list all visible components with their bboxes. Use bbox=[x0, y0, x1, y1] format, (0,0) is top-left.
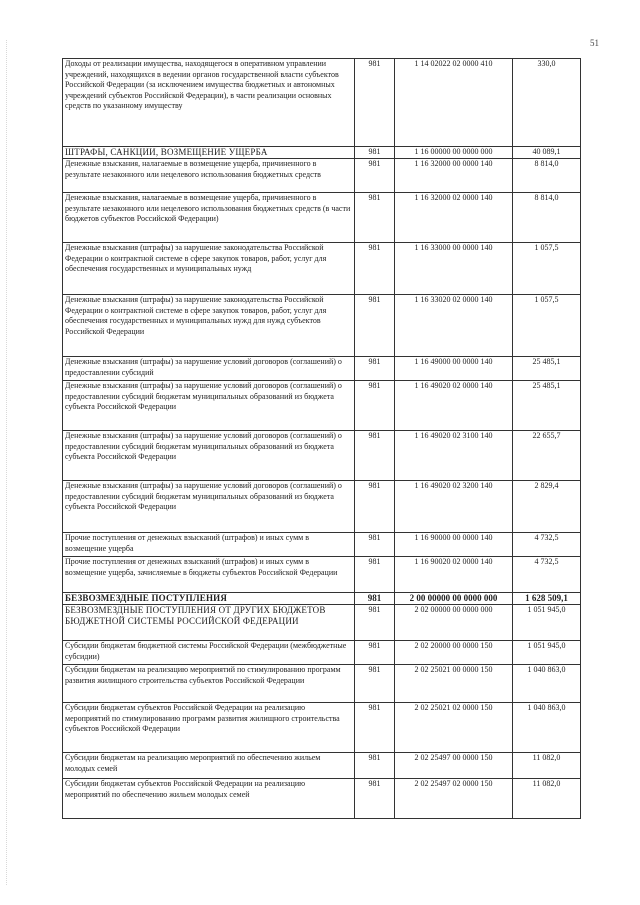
row-admin-code: 981 bbox=[355, 295, 395, 357]
table-row bbox=[63, 159, 581, 193]
row-budget-code: 2 02 20000 00 0000 150 bbox=[395, 641, 513, 665]
row-name: Субсидии бюджетам субъектов Российской Федерации на реализацию мероприятий по обеспечению жильем молодых семей bbox=[63, 779, 355, 819]
row-admin-code: 981 bbox=[355, 159, 395, 193]
row-budget-code: 1 16 90000 00 0000 140 bbox=[395, 533, 513, 557]
row-budget-code: 1 16 32000 02 0000 140 bbox=[395, 193, 513, 243]
row-name: Денежные взыскания (штрафы) за нарушение условий договоров (соглашений) о предоставлении субсидий бюджетам муниципальных образований из бюджета субъекта Российской Федерации bbox=[63, 431, 355, 481]
row-budget-code: 1 16 90020 02 0000 140 bbox=[395, 557, 513, 593]
row-name: Денежные взыскания, налагаемые в возмещение ущерба, причиненного в результате незаконного или нецелевого использования бюджетных средств (в части бюджетов субъектов Российской Федерации) bbox=[63, 193, 355, 243]
table-row bbox=[63, 243, 581, 295]
table-row bbox=[63, 593, 581, 605]
row-admin-code: 981 bbox=[355, 357, 395, 381]
row-budget-code: 1 16 32000 00 0000 140 bbox=[395, 159, 513, 193]
row-budget-code: 2 02 25497 02 0000 150 bbox=[395, 779, 513, 819]
table-row bbox=[63, 381, 581, 431]
table-row bbox=[63, 431, 581, 481]
row-admin-code: 981 bbox=[355, 593, 395, 605]
row-name: Денежные взыскания (штрафы) за нарушение законодательства Российской Федерации о контрактной системе в сфере закупок товаров, работ, услуг для обеспечения государственных и муниципальных нужд для нужд субъектов Российской Федерации bbox=[63, 295, 355, 357]
row-name: Прочие поступления от денежных взысканий (штрафов) и иных сумм в возмещение ущерба bbox=[63, 533, 355, 557]
row-budget-code: 2 02 25021 02 0000 150 bbox=[395, 703, 513, 753]
row-amount: 1 051 945,0 bbox=[513, 641, 581, 665]
row-amount: 4 732,5 bbox=[513, 557, 581, 593]
row-admin-code: 981 bbox=[355, 753, 395, 779]
row-budget-code: 2 02 25497 00 0000 150 bbox=[395, 753, 513, 779]
row-budget-code: 2 02 00000 00 0000 000 bbox=[395, 605, 513, 641]
row-name: БЕЗВОЗМЕЗДНЫЕ ПОСТУПЛЕНИЯ ОТ ДРУГИХ БЮДЖЕТОВ БЮДЖЕТНОЙ СИСТЕМЫ РОССИЙСКОЙ ФЕДЕРАЦИИ bbox=[63, 605, 355, 641]
row-budget-code: 1 16 33000 00 0000 140 bbox=[395, 243, 513, 295]
row-amount: 1 628 509,1 bbox=[513, 593, 581, 605]
table-row bbox=[63, 357, 581, 381]
row-budget-code: 2 02 25021 00 0000 150 bbox=[395, 665, 513, 703]
row-name: БЕЗВОЗМЕЗДНЫЕ ПОСТУПЛЕНИЯ bbox=[63, 593, 355, 605]
table-row bbox=[63, 753, 581, 779]
row-budget-code: 1 16 49020 02 3200 140 bbox=[395, 481, 513, 533]
row-admin-code: 981 bbox=[355, 641, 395, 665]
row-amount: 11 082,0 bbox=[513, 753, 581, 779]
row-amount: 40 089,1 bbox=[513, 147, 581, 159]
table-row bbox=[63, 147, 581, 159]
row-admin-code: 981 bbox=[355, 605, 395, 641]
row-budget-code: 1 16 33020 02 0000 140 bbox=[395, 295, 513, 357]
table-row bbox=[63, 533, 581, 557]
row-amount: 330,0 bbox=[513, 59, 581, 147]
row-amount: 22 655,7 bbox=[513, 431, 581, 481]
row-name: ШТРАФЫ, САНКЦИИ, ВОЗМЕЩЕНИЕ УЩЕРБА bbox=[63, 147, 355, 159]
table-row bbox=[63, 59, 581, 147]
row-name: Доходы от реализации имущества, находящегося в оперативном управлении учреждений, находящихся в ведении органов государственной власти субъектов Российской Федерации (за исключением имущества бюджетных и автономных учреждений субъектов Российской Федерации), в части реализации основных средств по указанному имуществу bbox=[63, 59, 355, 147]
row-amount: 25 485,1 bbox=[513, 381, 581, 431]
row-name: Субсидии бюджетам субъектов Российской Федерации на реализацию мероприятий по стимулированию программ развития жилищного строительства субъектов Российской Федерации bbox=[63, 703, 355, 753]
row-amount: 8 814,0 bbox=[513, 193, 581, 243]
revenue-table bbox=[62, 58, 581, 819]
row-budget-code: 1 14 02022 02 0000 410 bbox=[395, 59, 513, 147]
row-budget-code: 2 00 00000 00 0000 000 bbox=[395, 593, 513, 605]
page-number: 51 bbox=[590, 38, 599, 48]
table-row bbox=[63, 295, 581, 357]
row-budget-code: 1 16 49020 02 0000 140 bbox=[395, 381, 513, 431]
row-budget-code: 1 16 49000 00 0000 140 bbox=[395, 357, 513, 381]
row-amount: 1 051 945,0 bbox=[513, 605, 581, 641]
row-admin-code: 981 bbox=[355, 381, 395, 431]
table-row bbox=[63, 557, 581, 593]
row-amount: 8 814,0 bbox=[513, 159, 581, 193]
row-name: Субсидии бюджетам на реализацию мероприятий по стимулированию программ развития жилищного строительства субъектов Российской Федерации bbox=[63, 665, 355, 703]
row-name: Денежные взыскания (штрафы) за нарушение условий договоров (соглашений) о предоставлении субсидий bbox=[63, 357, 355, 381]
row-amount: 11 082,0 bbox=[513, 779, 581, 819]
row-budget-code: 1 16 49020 02 3100 140 bbox=[395, 431, 513, 481]
scan-edge bbox=[6, 40, 7, 885]
row-amount: 1 040 863,0 bbox=[513, 665, 581, 703]
row-name: Денежные взыскания, налагаемые в возмещение ущерба, причиненного в результате незаконного или нецелевого использования бюджетных средств bbox=[63, 159, 355, 193]
table-row bbox=[63, 665, 581, 703]
row-name: Денежные взыскания (штрафы) за нарушение условий договоров (соглашений) о предоставлении субсидий бюджетам муниципальных образований из бюджета субъекта Российской Федерации bbox=[63, 481, 355, 533]
row-admin-code: 981 bbox=[355, 533, 395, 557]
row-admin-code: 981 bbox=[355, 147, 395, 159]
row-admin-code: 981 bbox=[355, 193, 395, 243]
row-amount: 25 485,1 bbox=[513, 357, 581, 381]
row-name: Денежные взыскания (штрафы) за нарушение законодательства Российской Федерации о контрактной системе в сфере закупок товаров, работ, услуг для обеспечения государственных и муниципальных нужд bbox=[63, 243, 355, 295]
row-admin-code: 981 bbox=[355, 665, 395, 703]
row-amount: 1 057,5 bbox=[513, 243, 581, 295]
row-amount: 1 057,5 bbox=[513, 295, 581, 357]
row-admin-code: 981 bbox=[355, 779, 395, 819]
row-admin-code: 981 bbox=[355, 431, 395, 481]
row-amount: 2 829,4 bbox=[513, 481, 581, 533]
row-amount: 4 732,5 bbox=[513, 533, 581, 557]
row-budget-code: 1 16 00000 00 0000 000 bbox=[395, 147, 513, 159]
table-row bbox=[63, 703, 581, 753]
row-name: Субсидии бюджетам бюджетной системы Российской Федерации (межбюджетные субсидии) bbox=[63, 641, 355, 665]
table-row bbox=[63, 779, 581, 819]
row-admin-code: 981 bbox=[355, 557, 395, 593]
row-amount: 1 040 863,0 bbox=[513, 703, 581, 753]
row-name: Прочие поступления от денежных взысканий (штрафов) и иных сумм в возмещение ущерба, зачисляемые в бюджеты субъектов Российской Федерации bbox=[63, 557, 355, 593]
table-row bbox=[63, 605, 581, 641]
row-name: Денежные взыскания (штрафы) за нарушение условий договоров (соглашений) о предоставлении субсидий бюджетам муниципальных образований из бюджета субъекта Российской Федерации bbox=[63, 381, 355, 431]
row-admin-code: 981 bbox=[355, 481, 395, 533]
row-admin-code: 981 bbox=[355, 59, 395, 147]
table-row bbox=[63, 193, 581, 243]
row-name: Субсидии бюджетам на реализацию мероприятий по обеспечению жильем молодых семей bbox=[63, 753, 355, 779]
row-admin-code: 981 bbox=[355, 703, 395, 753]
row-admin-code: 981 bbox=[355, 243, 395, 295]
table-row bbox=[63, 641, 581, 665]
table-row bbox=[63, 481, 581, 533]
